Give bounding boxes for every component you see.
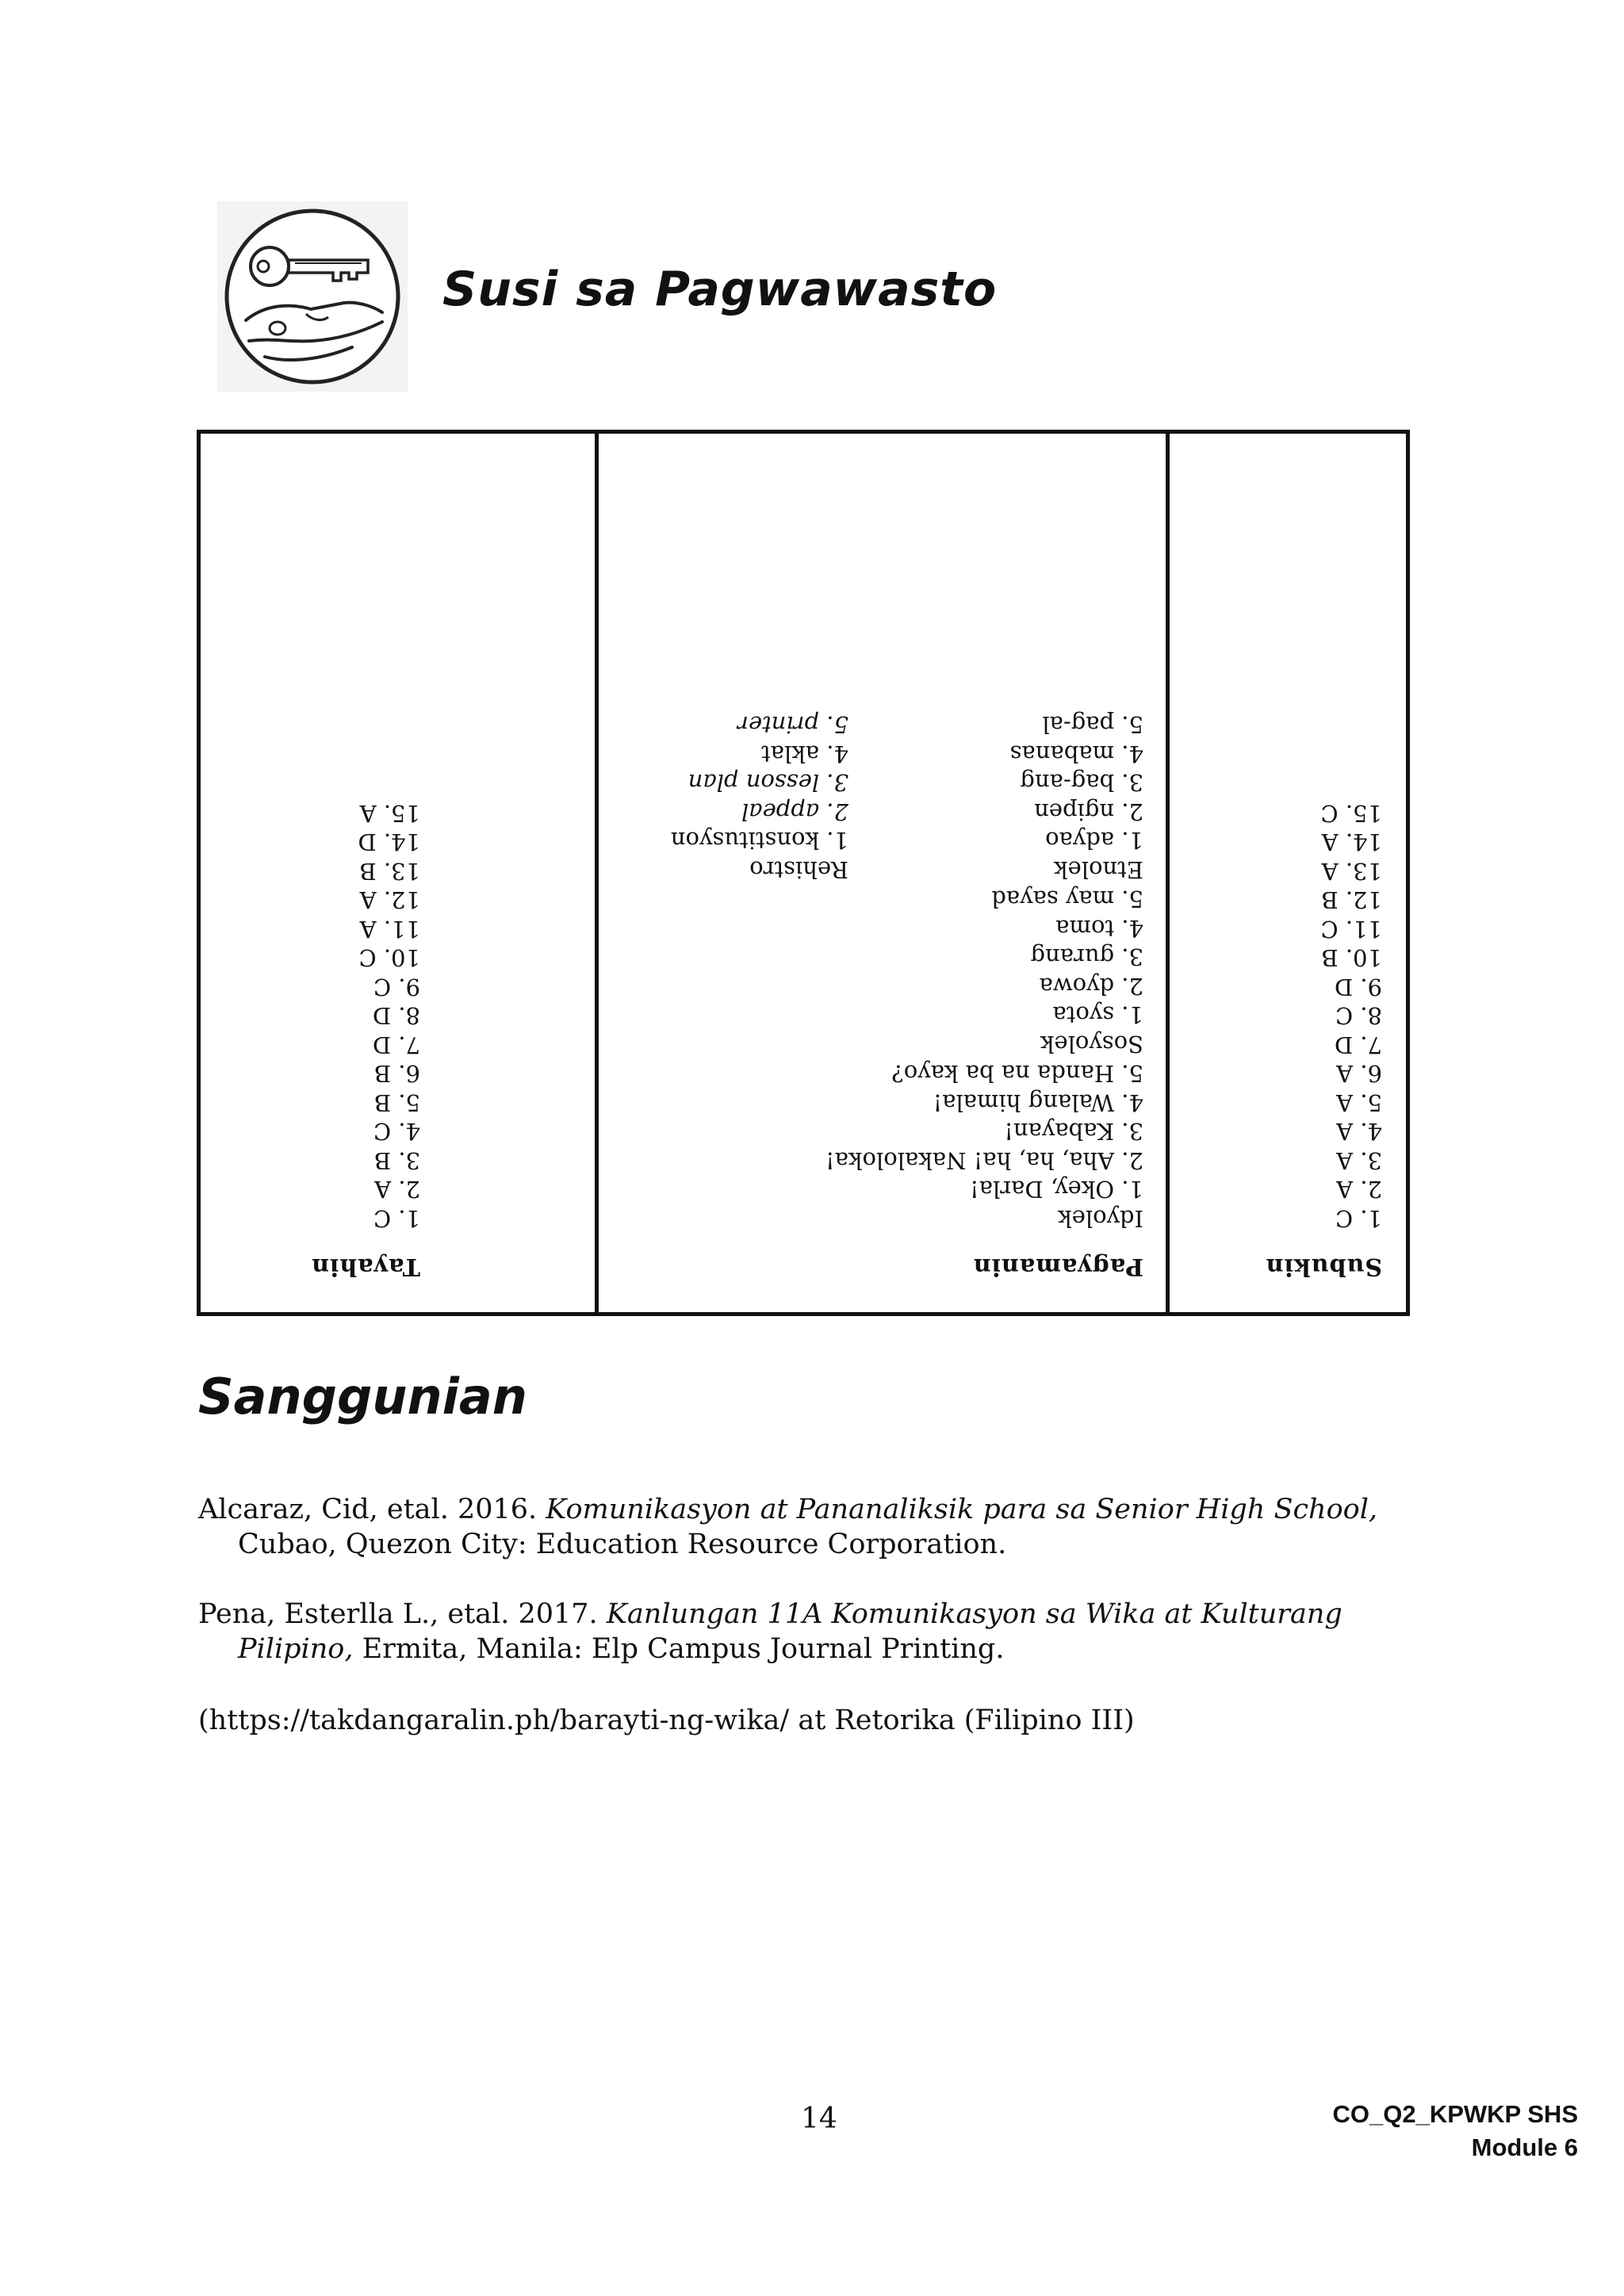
list-item: 3. gurang	[1030, 943, 1143, 971]
answer-row: 6. A	[1336, 1060, 1382, 1088]
answer-row: 12. B	[1321, 886, 1382, 914]
reference-title-cont: Pilipino,	[238, 1633, 354, 1665]
answer-row: 3. B	[373, 1147, 420, 1174]
answer-row: 9. D	[1334, 974, 1382, 1001]
answer-row: 13. B	[359, 858, 420, 885]
answer-row: 4. A	[1336, 1118, 1382, 1146]
list-item: 2. ngipen	[1034, 798, 1143, 825]
list-item: 5. pag-al	[1042, 711, 1143, 739]
reference-entry	[198, 1597, 1467, 1667]
answer-row: 5. B	[373, 1089, 420, 1116]
page-number: 14	[801, 2103, 837, 2135]
key-in-hand-icon	[217, 201, 408, 392]
rehistro-section	[671, 710, 848, 884]
answer-row: 12. A	[359, 886, 420, 914]
reference-publisher: Cubao, Quezon City: Education Resource Corporation.	[238, 1529, 1007, 1560]
reference-author: Pena, Esterlla L., etal. 2017.	[198, 1598, 607, 1630]
list-item: 5. Handa na ba kayo?	[891, 1060, 1143, 1088]
list-item: 3. bag-ang	[1020, 769, 1143, 797]
answer-row: 11. C	[1320, 916, 1382, 943]
section-title: Sosyolek	[1040, 1031, 1143, 1058]
answer-row: 2. A	[374, 1176, 420, 1203]
tayahin-answers	[358, 799, 420, 1234]
list-item: 3. lesson plan	[688, 769, 848, 797]
tayahin-title: Tayahin	[311, 1253, 420, 1280]
reference-title: Kanlungan 11A Komunikasyon sa Wika at Kulturang	[606, 1598, 1342, 1630]
answer-row: 5. A	[1336, 1089, 1382, 1116]
answer-row: 11. A	[359, 916, 420, 943]
answer-row: 2. A	[1336, 1176, 1382, 1203]
reference-publisher: Ermita, Manila: Elp Campus Journal Printing.	[353, 1633, 1005, 1665]
answer-row: 10. B	[1321, 944, 1382, 972]
answer-row: 6. B	[373, 1060, 420, 1088]
idyolek-section	[825, 1059, 1143, 1233]
pagyamanin-column	[599, 434, 1166, 1312]
answer-row: 8. C	[1335, 1002, 1382, 1030]
section-title: Etnolek	[1054, 856, 1143, 883]
list-item: 4. Walang himala!	[933, 1089, 1143, 1116]
list-item: 4. toma	[1055, 915, 1143, 942]
reference-entry	[198, 1703, 1467, 1738]
subukin-title: Subukin	[1265, 1253, 1382, 1280]
module-code-line: Module 6	[1471, 2133, 1578, 2161]
module-code-line: CO_Q2_KPWKP SHS	[1332, 2100, 1578, 2128]
reference-entry	[198, 1492, 1467, 1562]
reference-title: Komunikasyon at Pananaliksik para sa Senior High School,	[546, 1494, 1378, 1525]
reference-author: Alcaraz, Cid, etal. 2016.	[198, 1494, 546, 1525]
list-item: 1. konstitusyon	[670, 827, 848, 855]
answer-row: 1. C	[1335, 1205, 1382, 1232]
list-item: 1. syota	[1052, 1001, 1143, 1029]
etnolek-section	[1010, 710, 1143, 884]
list-item: 2. dyowa	[1039, 973, 1143, 1000]
answer-row: 9. C	[373, 974, 420, 1001]
tayahin-column	[201, 434, 595, 1312]
answer-row: 8. D	[372, 1002, 420, 1030]
answer-row: 7. D	[1334, 1031, 1382, 1058]
answer-row: 1. C	[373, 1205, 420, 1232]
answer-row: 3. A	[1336, 1147, 1382, 1174]
references-heading: Sanggunian	[198, 1368, 527, 1425]
answer-row: 14. D	[358, 828, 420, 856]
list-item: 1. Okey, Darla!	[970, 1176, 1143, 1203]
answer-key-table	[197, 430, 1410, 1316]
list-item: 5. printer	[737, 711, 848, 739]
list-item: 5. may sayad	[991, 886, 1143, 913]
answer-row: 7. D	[372, 1031, 420, 1058]
list-item: 1. adyao	[1045, 827, 1143, 855]
section-title: Idyolek	[1058, 1205, 1143, 1232]
list-item: 2. Aha, ha, ha! Nakaloloka!	[825, 1147, 1143, 1174]
list-item: 3. Kabayan!	[1004, 1118, 1143, 1146]
sosyolek-section	[991, 885, 1143, 1058]
pagyamanin-title: Pagyamanin	[972, 1253, 1143, 1280]
list-item: 4. aklat	[761, 740, 848, 767]
section-title: Rehistro	[749, 856, 848, 883]
list-item: 4. mabanas	[1009, 740, 1143, 767]
answer-row: 4. C	[373, 1118, 420, 1146]
answer-row: 15. C	[1320, 800, 1382, 827]
subukin-column	[1170, 434, 1406, 1312]
module-code	[1332, 2098, 1578, 2164]
list-item: 2. appeal	[741, 798, 848, 825]
subukin-answers	[1320, 799, 1382, 1234]
answer-row: 15. A	[359, 800, 420, 827]
answer-row: 10. C	[358, 944, 420, 972]
answer-row: 14. A	[1321, 828, 1382, 856]
answer-row: 13. A	[1321, 858, 1382, 885]
page-title: Susi sa Pagwawasto	[442, 262, 998, 317]
reference-link-text: (https://takdangaralin.ph/barayti-ng-wika/ at Retorika (Filipino III)	[198, 1705, 1135, 1736]
